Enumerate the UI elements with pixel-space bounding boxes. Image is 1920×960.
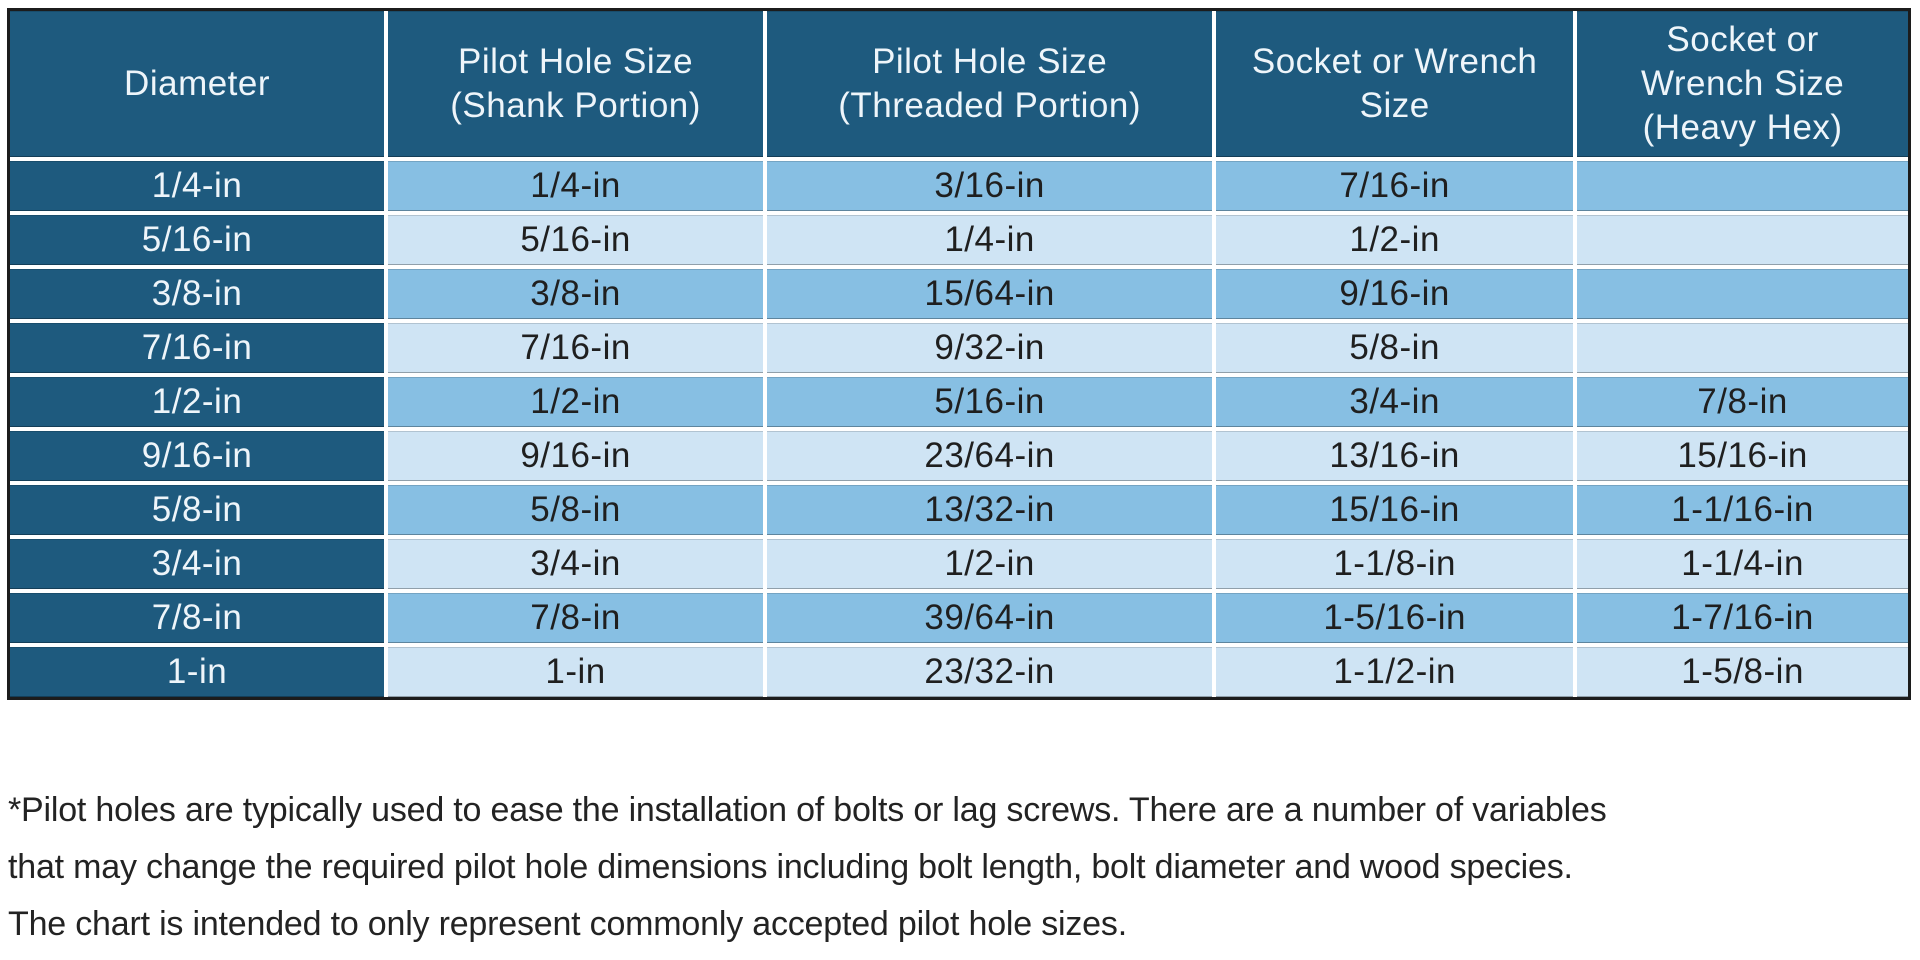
header-line: (Heavy Hex) <box>1642 108 1843 147</box>
table-row <box>10 647 1908 697</box>
table-cell: 1/2-in <box>388 377 767 431</box>
table-cell: 3/4-in <box>388 539 767 593</box>
diameter-cell: 7/16-in <box>10 323 388 377</box>
diameter-cell: 1-in <box>10 647 388 697</box>
table-cell: 15/16-in <box>1577 431 1908 485</box>
table-cell: 39/64-in <box>767 593 1216 647</box>
header-line: Pilot Hole Size <box>872 42 1108 81</box>
table-row <box>10 215 1908 269</box>
table-cell: 7/16-in <box>1216 161 1577 215</box>
table-cell <box>1577 161 1908 215</box>
table-cell <box>1577 323 1908 377</box>
column-header-shank-pilot-hole <box>388 11 767 161</box>
table-row <box>10 269 1908 323</box>
table-cell: 1/4-in <box>767 215 1216 269</box>
table-row <box>10 161 1908 215</box>
column-header-socket-wrench-size <box>1216 11 1577 161</box>
column-header-heavy-hex-socket-wrench-size <box>1577 11 1908 161</box>
diameter-cell: 5/16-in <box>10 215 388 269</box>
header-line: Pilot Hole Size <box>458 42 694 81</box>
table-cell: 1-7/16-in <box>1577 593 1908 647</box>
table-cell: 5/8-in <box>1216 323 1577 377</box>
table-cell: 5/16-in <box>388 215 767 269</box>
table-cell: 1/2-in <box>767 539 1216 593</box>
table-cell: 13/16-in <box>1216 431 1577 485</box>
header-line: Wrench Size <box>1640 64 1845 103</box>
table-cell: 9/32-in <box>767 323 1216 377</box>
header-row <box>10 11 1908 161</box>
table-cell: 1-5/8-in <box>1577 647 1908 697</box>
table-cell: 1-in <box>388 647 767 697</box>
diameter-cell: 9/16-in <box>10 431 388 485</box>
header-line: (Threaded Portion) <box>838 86 1141 125</box>
diameter-cell: 1/2-in <box>10 377 388 431</box>
table-row <box>10 593 1908 647</box>
column-header-diameter <box>10 11 388 161</box>
table-cell: 1-1/16-in <box>1577 485 1908 539</box>
diameter-cell: 7/8-in <box>10 593 388 647</box>
footnote-line: *Pilot holes are typically used to ease the installation of bolts or lag screws. There are a number of variables <box>8 791 1607 829</box>
header-line: Diameter <box>124 64 271 103</box>
column-header-threaded-pilot-hole <box>767 11 1216 161</box>
header-line: Socket or Wrench <box>1251 42 1538 81</box>
header-line: Size <box>1359 86 1430 125</box>
table-row <box>10 539 1908 593</box>
table-cell: 1/2-in <box>1216 215 1577 269</box>
footnote-line: The chart is intended to only represent commonly accepted pilot hole sizes. <box>8 905 1127 943</box>
table-cell: 1-1/2-in <box>1216 647 1577 697</box>
table-cell: 3/4-in <box>1216 377 1577 431</box>
table-cell: 23/64-in <box>767 431 1216 485</box>
table-cell: 1-1/8-in <box>1216 539 1577 593</box>
table-cell: 15/16-in <box>1216 485 1577 539</box>
table-cell: 3/8-in <box>388 269 767 323</box>
table-cell: 7/16-in <box>388 323 767 377</box>
table-cell: 13/32-in <box>767 485 1216 539</box>
table-cell: 7/8-in <box>388 593 767 647</box>
table-row <box>10 323 1908 377</box>
diameter-cell: 3/8-in <box>10 269 388 323</box>
table-cell: 7/8-in <box>1577 377 1908 431</box>
diameter-cell: 3/4-in <box>10 539 388 593</box>
header-line: Socket or <box>1666 20 1819 59</box>
footnote-line: that may change the required pilot hole dimensions including bolt length, bolt diameter and wood species. <box>8 848 1573 886</box>
table-row <box>10 377 1908 431</box>
table-cell: 1/4-in <box>388 161 767 215</box>
table-cell: 15/64-in <box>767 269 1216 323</box>
table-cell <box>1577 269 1908 323</box>
table-cell: 1-5/16-in <box>1216 593 1577 647</box>
table-row <box>10 431 1908 485</box>
table-cell: 23/32-in <box>767 647 1216 697</box>
pilot-hole-size-table <box>7 8 1911 700</box>
table-cell: 1-1/4-in <box>1577 539 1908 593</box>
diameter-cell: 5/8-in <box>10 485 388 539</box>
table-cell <box>1577 215 1908 269</box>
table-cell: 9/16-in <box>1216 269 1577 323</box>
diameter-cell: 1/4-in <box>10 161 388 215</box>
header-line: (Shank Portion) <box>450 86 701 125</box>
table-cell: 5/16-in <box>767 377 1216 431</box>
table-cell: 9/16-in <box>388 431 767 485</box>
table-row <box>10 485 1908 539</box>
table-cell: 5/8-in <box>388 485 767 539</box>
footnote <box>8 782 1607 953</box>
table-cell: 3/16-in <box>767 161 1216 215</box>
